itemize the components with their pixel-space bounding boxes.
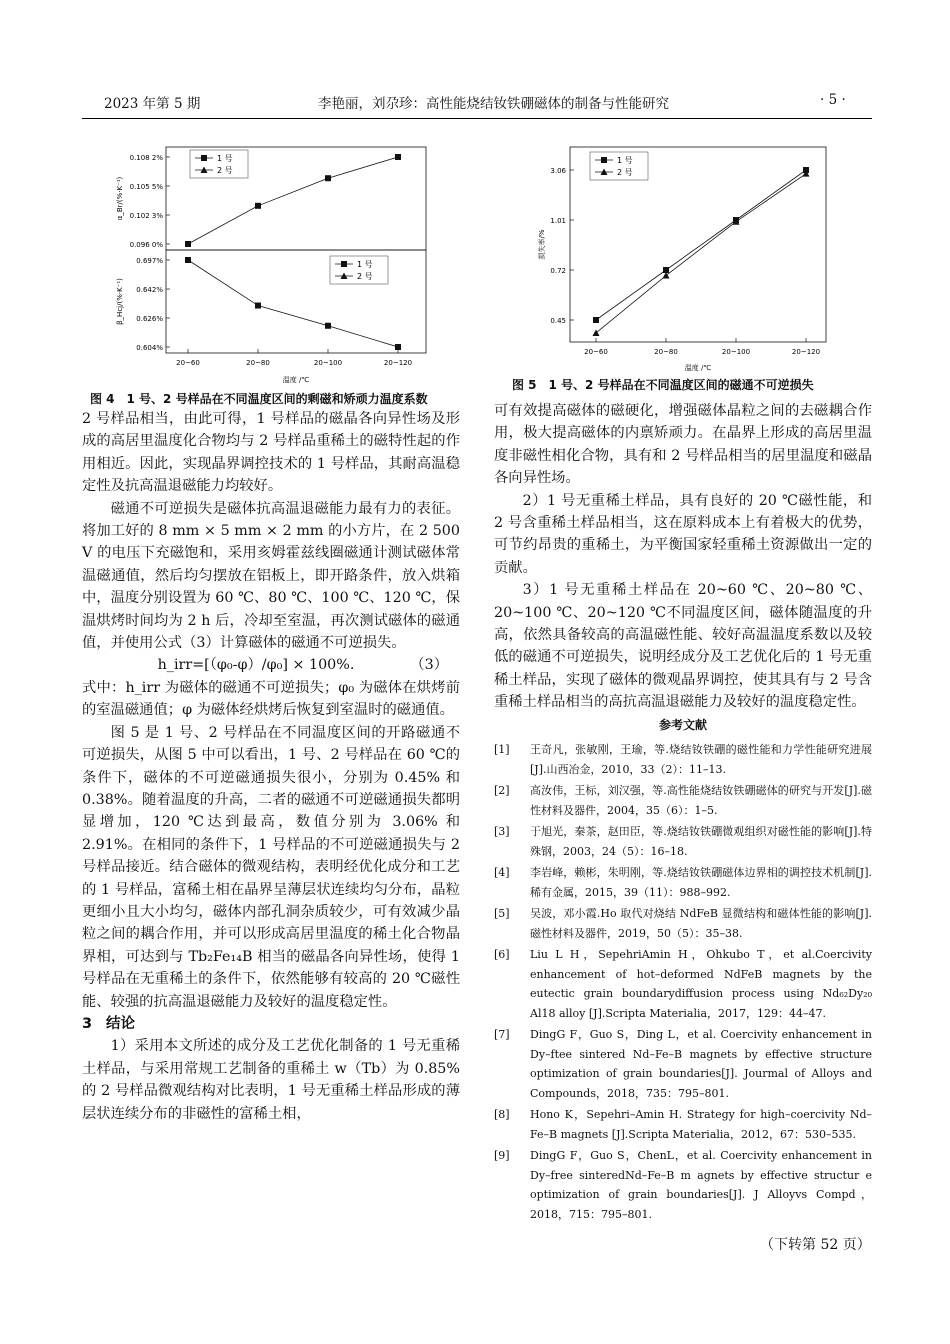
reference-text: Hono K，Sepehri–Amin H. Strategy for high–coercivity Nd–Fe–B magnets [J].Scripta Materialia，2012，67：530–535. [530, 1108, 872, 1141]
y-tick-label: 0.626% [136, 315, 163, 323]
reference-number: [9] [494, 1149, 510, 1163]
figure-5 [528, 142, 838, 377]
legend-marker-1 [601, 157, 607, 163]
section-number: 3 [82, 1015, 93, 1032]
equation-3 [82, 654, 460, 676]
y-axis-label: β_Hcj/(%·K⁻¹) [116, 278, 124, 325]
y-tick-label: 0.108 2% [129, 154, 163, 162]
reference-number: [1] [494, 743, 510, 757]
reference-text: 吴波，邓小霞.Ho 取代对烧结 NdFeB 显微结构和磁体性能的影响[J].磁性材料及器件，2019，50（5）：35–38. [530, 907, 872, 940]
data-point [593, 317, 599, 323]
reference-item [494, 945, 872, 1023]
reference-item [494, 1025, 872, 1103]
y-tick-label: 0.45 [550, 317, 566, 325]
legend-label-2: 2 号 [617, 168, 633, 177]
left-para-5: 1）采用本文所述的成分及工艺优化制备的 1 号无重稀土样品，与采用常规工艺制备的重稀土 w（Tb）为 0.85% 的 2 号样品微观结构对比表明，1 号无重稀土样品形成的薄层状连续分布的非磁性的富稀土相， [82, 1038, 460, 1122]
reference-text: 王奇凡，张敏刚，王瑜，等.烧结钕铁硼的磁性能和力学性能研究进展[J].山西冶金，2010，33（2）：11–13. [530, 743, 872, 776]
series-line [596, 174, 806, 333]
reference-number: [2] [494, 784, 510, 798]
y-tick-label: 0.642% [136, 286, 163, 294]
data-point [255, 303, 261, 309]
reference-number: [6] [494, 948, 510, 962]
reference-number: [7] [494, 1028, 510, 1042]
reference-item [494, 1146, 872, 1224]
legend-label-2: 2 号 [357, 272, 373, 281]
data-point [663, 272, 670, 279]
x-tick-label: 20~60 [584, 348, 608, 356]
running-title: 李艳丽，刘尕珍：高性能烧结钕铁硼磁体的制备与性能研究 [318, 96, 669, 112]
continued-note: （下转第 52 页） [760, 1237, 871, 1253]
legend-label-1: 1 号 [357, 260, 373, 269]
x-axis-label: 温度 /℃ [684, 364, 712, 372]
right-column [494, 400, 872, 1226]
x-tick-label: 20~60 [176, 359, 200, 367]
section-heading [82, 1013, 460, 1035]
x-tick-label: 20~120 [383, 359, 413, 367]
figure-4-chart [108, 142, 438, 387]
section-title: 结论 [106, 1015, 135, 1032]
figure-4 [108, 142, 438, 387]
x-tick-label: 20~80 [654, 348, 678, 356]
reference-number: [4] [494, 866, 510, 880]
data-point [325, 323, 331, 329]
y-tick-label: 0.102 3% [129, 212, 163, 220]
left-column [82, 408, 460, 1125]
x-axis-label: 温度 /℃ [282, 376, 310, 384]
reference-item [494, 863, 872, 902]
figure-5-caption: 图 5 1 号、2 号样品在不同温度区间的磁通不可逆损失 [512, 378, 814, 392]
data-point [325, 175, 331, 181]
left-para-1: 2 号样品相当，由此可得，1 号样品的磁晶各向异性场及形成的高居里温度化合物均与 2 号样品重稀土的磁特性起的作用相近。因此，实现晶界调控技术的 1 号样品，其耐高温稳定性及抗高温退磁能力均较好。 [82, 411, 460, 495]
reference-item [494, 781, 872, 820]
data-point [395, 154, 401, 160]
reference-text: Liu L H，SepehriAmin H，Ohkubo T，et al.Coercivity enhancement of hot–deformed NdFeB magnets by the eutectic grain boundarydiffusion process using Nd₆₂Dy₂₀ Al18 alloy [J].Scripta Materialia，2017，129：44–47. [530, 948, 872, 1020]
legend-label-2: 2 号 [217, 166, 233, 175]
equation-text: h_irr=[（φ₀-φ）/φ₀] × 100%. [157, 657, 355, 674]
y-tick-label: 0.105 5% [129, 183, 163, 191]
y-axis-label: α_Br/(%·K⁻¹) [116, 176, 124, 221]
reference-text: DingG F，Guo S，Ding L，et al. Coercivity enhancement in Dy–ftee sintered Nd–Fe–B magnets by effective structure optimization of grain boundaries[J]. Jourmal of Alloys and Compounds，2018，735：795–801. [530, 1028, 872, 1100]
reference-item [494, 904, 872, 943]
x-tick-label: 20~100 [313, 359, 343, 367]
reference-item [494, 822, 872, 861]
right-para-1: 可有效提高磁体的磁硬化，增强磁体晶粒之间的去磁耦合作用，极大提高磁体的内禀矫顽力。在晶界上形成的高居里温度非磁性相化合物，具有和 2 号样品相当的居里温度和磁晶各向异性场。 [494, 403, 872, 487]
equation-number: （3） [410, 657, 448, 674]
left-para-3: 式中：h_irr 为磁体的磁通不可逆损失；φ₀ 为磁体在烘烤前的室温磁通值；φ 为磁体经烘烤后恢复到室温时的磁通值。 [82, 679, 460, 719]
y-tick-label: 0.72 [550, 267, 566, 275]
reference-text: 于旭光，秦茶，赵田臣，等.烧结钕铁硼微观组织对磁性能的影响[J].特殊钢，2003，24（5）：16–18. [530, 825, 872, 858]
reference-number: [8] [494, 1108, 510, 1122]
y-tick-label: 0.604% [136, 344, 163, 352]
left-para-4: 图 5 是 1 号、2 号样品在不同温度区间的开路磁通不可逆损失，从图 5 中可以看出，1 号、2 号样品在 60 ℃的条件下，磁体的不可逆磁通损失很小，分别为 0.45% 和 0.38%。随着温度的升高，二者的磁通不可逆磁通损失都明显增加，120 ℃达到最高，数值分别为 3.06% 和 2.91%。在相同的条件下，1 号样品的不可逆磁通损失与 2 号样品接近。结合磁体的微观结构，表明经优化成分和工艺的 1 号样品，富稀土相在晶界呈薄层状连续均匀分布，晶粒更细小且大小均匀，磁体内部孔洞杂质较少，可有效减少晶粒之间的耦合作用，并可以形成高居里温度的稀土化合物晶界相，可达到与 Tb₂Fe₁₄B 相当的磁晶各向异性场，使得 1 号样品在无重稀土的条件下，依然能够有较高的 20 ℃磁性能、较强的抗高温退磁能力及较好的温度稳定性。 [82, 724, 460, 1010]
page-number: · 5 · [820, 92, 846, 108]
legend-marker-1 [201, 155, 207, 161]
y-tick-label: 0.096 0% [129, 241, 163, 249]
x-tick-label: 20~80 [246, 359, 270, 367]
issue-label: 2023 年第 5 期 [104, 96, 201, 112]
y-tick-label: 3.06 [550, 167, 566, 175]
right-para-3: 3）1 号无重稀土样品在 20~60 ℃、20~80 ℃、20~100 ℃、20~120 ℃不同温度区间，磁体随温度的升高，依然具备较高的高温磁性能、较好高温温度系数以及较低的磁通不可逆损失，说明经成分及工艺优化后的 1 号无重稀土样品，实现了磁体的微观晶界调控，使其具有与 2 号含重稀土样品相当的高抗高温退磁能力及较好的温度稳定性。 [494, 582, 872, 711]
right-para-2: 2）1 号无重稀土样品，具有良好的 20 ℃磁性能，和 2 号含重稀土样品相当，这在原料成本上有着极大的优势，可节约昂贵的重稀土，为平衡国家轻重稀土资源做出一定的贡献。 [494, 492, 872, 576]
x-tick-label: 20~120 [791, 348, 821, 356]
reference-number: [5] [494, 907, 510, 921]
data-point [255, 203, 261, 209]
legend-label-1: 1 号 [617, 156, 633, 165]
reference-text: DingG F，Guo S，ChenL，et al. Coercivity enhancement in Dy–free sinteredNd–Fe–B m agnets by effective structur e optimization of grain boundaries[J]. J Alloyvs Compd，2018，715：795–801. [530, 1149, 872, 1221]
figure-4-caption: 图 4 1 号、2 号样品在不同温度区间的剩磁和矫顽力温度系数 [90, 392, 428, 406]
data-point [185, 257, 191, 263]
reference-text: 高汝伟，王标，刘汉强，等.高性能烧结钕铁硼磁体的研究与开发[J].磁性材料及器件，2004，35（6）：1–5. [530, 784, 872, 817]
left-para-2: 磁通不可逆损失是磁体抗高温退磁能力最有力的表征。将加工好的 8 mm × 5 mm × 2 mm 的小方片，在 2 500 V 的电压下充磁饱和，采用亥姆霍兹线圈磁通计测试磁体常温磁通值，然后均匀摆放在铝板上，即开路条件，放入烘箱中，温度分别设置为 60 ℃、80 ℃、100 ℃、120 ℃，保温烘烤时间均为 2 h 后，冷却至室温，再次测试磁体的磁通值，并使用公式（3）计算磁体的磁通不可逆损失。 [82, 500, 460, 652]
reference-item [494, 1105, 872, 1144]
legend-marker-1 [341, 261, 347, 267]
series-line [596, 170, 806, 320]
x-tick-label: 20~100 [721, 348, 751, 356]
y-tick-label: 0.697% [136, 257, 163, 265]
reference-number: [3] [494, 825, 510, 839]
running-header [0, 92, 950, 116]
references-title: 参考文献 [658, 717, 707, 732]
y-axis-label: 损失率/% [538, 229, 546, 260]
header-rule [82, 118, 872, 119]
reference-text: 李岩峰，赖彬，朱明刚，等.烧结钕铁硼磁体边界相的调控技术机制[J].稀有金属，2015，39（11）：988–992. [530, 866, 872, 899]
references-list [494, 740, 872, 1224]
figure-5-chart [528, 142, 838, 377]
legend-label-1: 1 号 [217, 154, 233, 163]
y-tick-label: 1.01 [550, 217, 566, 225]
reference-item [494, 740, 872, 779]
data-point [185, 241, 191, 247]
